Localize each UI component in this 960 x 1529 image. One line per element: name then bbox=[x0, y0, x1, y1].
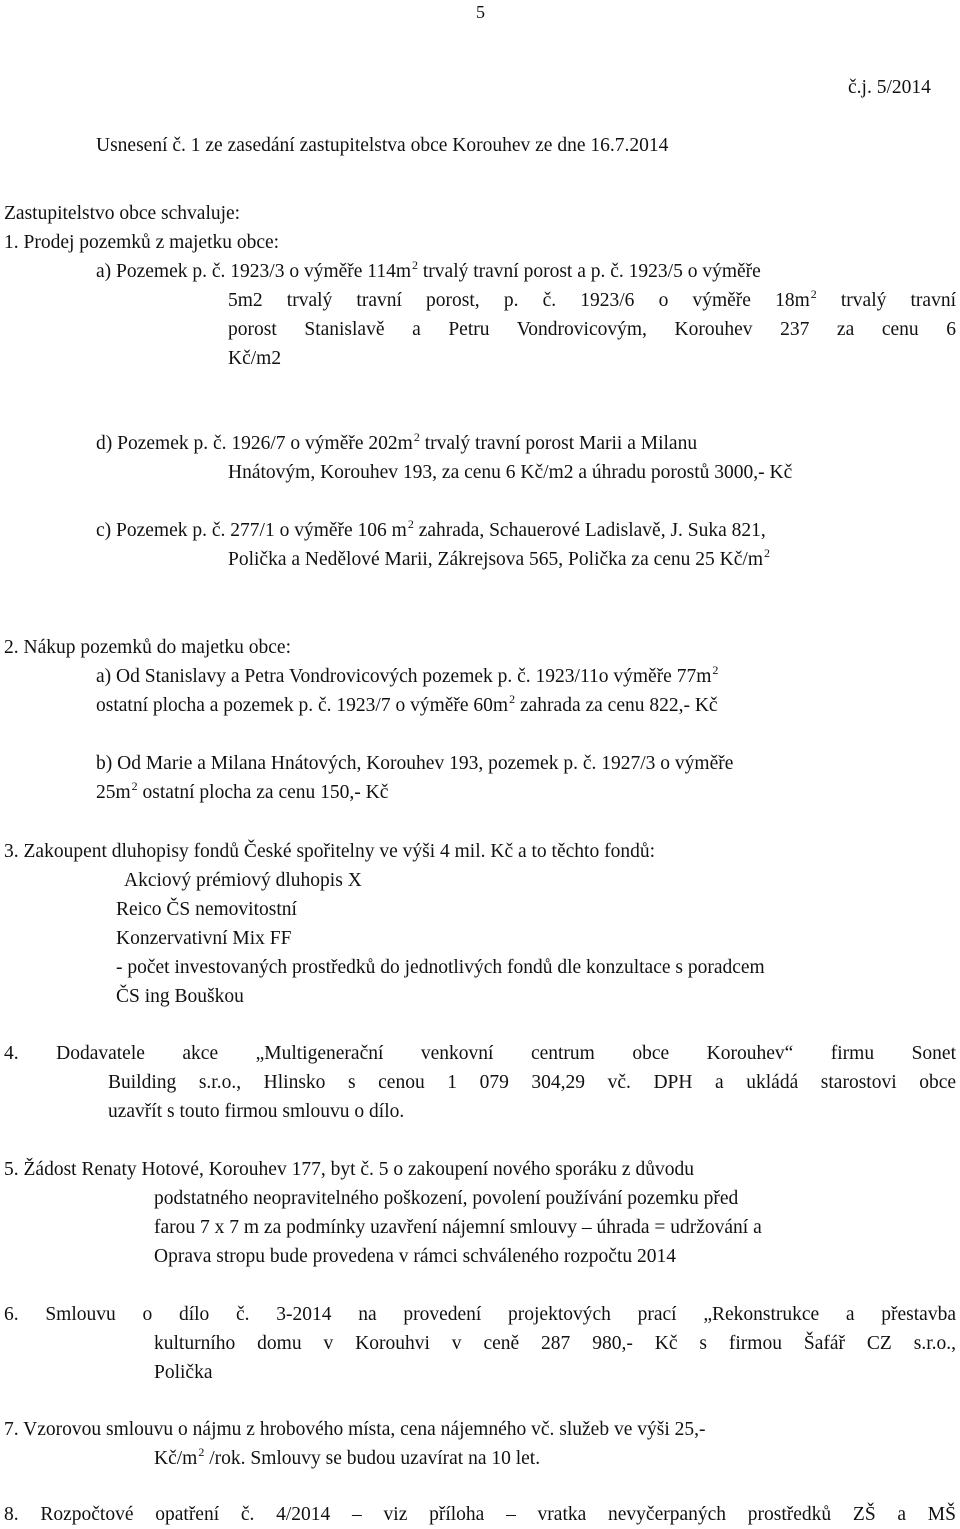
item1-a-line2-text2: trvalý travní bbox=[816, 290, 956, 311]
item4-line2: Building s.r.o., Hlinsko s cenou 1 079 304,29 vč. DPH a ukládá starostovi obce bbox=[108, 1072, 956, 1093]
item4-line3: uzavřít s touto firmou smlouvu o dílo. bbox=[108, 1101, 405, 1122]
superscript: 2 bbox=[413, 430, 420, 444]
item2-b-line2-text: 25m bbox=[96, 782, 131, 803]
item1-c-line1 bbox=[96, 517, 766, 541]
item1-d-line1-text: d) Pozemek p. č. 1926/7 o výměře 202m bbox=[96, 433, 413, 454]
item5-line4: Oprava stropu bude provedena v rámci schváleného rozpočtu 2014 bbox=[154, 1246, 676, 1267]
item2-b-line1: b) Od Marie a Milana Hnátových, Korouhev 193, pozemek p. č. 1927/3 o výměře bbox=[96, 753, 734, 774]
item2-a-line2 bbox=[96, 692, 718, 716]
item6-line1: 6. Smlouvu o dílo č. 3-2014 na provedení projektových prací „Rekonstrukce a přestavba bbox=[4, 1304, 956, 1325]
superscript: 2 bbox=[131, 779, 138, 793]
superscript: 2 bbox=[712, 663, 719, 677]
item6-line3: Polička bbox=[154, 1362, 213, 1383]
superscript: 2 bbox=[509, 692, 516, 706]
item3-note-line1: - počet investovaných prostředků do jednotlivých fondů dle konzultace s poradcem bbox=[116, 957, 765, 978]
superscript: 2 bbox=[810, 287, 817, 301]
item2-a-line2-text2: zahrada za cenu 822,- Kč bbox=[515, 695, 718, 716]
item1-a-line2 bbox=[228, 287, 956, 311]
superscript: 2 bbox=[407, 517, 414, 531]
item1-c-line1-text: c) Pozemek p. č. 277/1 o výměře 106 m bbox=[96, 520, 407, 541]
item7-line2-text2: /rok. Smlouvy se budou uzavírat na 10 let. bbox=[204, 1448, 541, 1469]
item1-a-line1 bbox=[96, 258, 761, 282]
item7-line1: 7. Vzorovou smlouvu o nájmu z hrobového místa, cena nájemného vč. služeb ve výši 25,- bbox=[4, 1419, 706, 1440]
item2-b-line2 bbox=[96, 779, 389, 803]
item1-d-line1-text2: trvalý travní porost Marii a Milanu bbox=[419, 433, 698, 454]
item3-fund1: Akciový prémiový dluhopis X bbox=[124, 870, 362, 891]
document-title: Usnesení č. 1 ze zasedání zastupitelstva obce Korouhev ze dne 16.7.2014 bbox=[96, 135, 669, 156]
item6-line2: kulturního domu v Korouhvi v ceně 287 980,- Kč s firmou Šafář CZ s.r.o., bbox=[154, 1333, 956, 1354]
item1-a-line1-text: a) Pozemek p. č. 1923/3 o výměře 114m bbox=[96, 261, 411, 282]
item5-line3: farou 7 x 7 m za podmínky uzavření nájemní smlouvy – úhrada = udržování a bbox=[154, 1217, 762, 1238]
item1-c-line2-text: Polička a Nedělové Marii, Zákrejsova 565, Polička za cenu 25 Kč/m bbox=[228, 549, 763, 570]
item4-line1: 4. Dodavatele akce „Multigenerační venkovní centrum obce Korouhev“ firmu Sonet bbox=[4, 1043, 956, 1064]
item3-fund2: Reico ČS nemovitostní bbox=[116, 899, 297, 920]
item5-line2: podstatného neopravitelného poškození, povolení používání pozemku před bbox=[154, 1188, 739, 1209]
item1-a-line1-text2: trvalý travní porost a p. č. 1923/5 o výměře bbox=[418, 261, 761, 282]
superscript: 2 bbox=[764, 546, 770, 560]
item3-heading: 3. Zakoupent dluhopisy fondů České spořitelny ve výši 4 mil. Kč a to těchto fondů: bbox=[4, 841, 655, 862]
item1-a-line2-text: 5m2 trvalý travní porost, p. č. 1923/6 o výměře 18m bbox=[228, 290, 810, 311]
item7-line2 bbox=[154, 1445, 541, 1469]
item8-line1: 8. Rozpočtové opatření č. 4/2014 – viz příloha – vratka nevyčerpaných prostředků ZŠ a MŠ bbox=[4, 1504, 956, 1525]
item1-d-line2: Hnátovým, Korouhev 193, za cenu 6 Kč/m2 a úhradu porostů 3000,- Kč bbox=[228, 462, 793, 483]
item1-d-line1 bbox=[96, 430, 698, 454]
item3-note-line2: ČS ing Bouškou bbox=[116, 986, 244, 1007]
item2-a-line1-text: a) Od Stanislavy a Petra Vondrovicových pozemek p. č. 1923/11o výměře 77m bbox=[96, 666, 712, 687]
item1-a-line3: porost Stanislavě a Petru Vondrovicovým, Korouhev 237 za cenu 6 bbox=[228, 319, 956, 340]
item2-a-line1 bbox=[96, 663, 719, 687]
reference-number: č.j. 5/2014 bbox=[848, 77, 931, 98]
superscript: 2 bbox=[198, 1445, 205, 1459]
item3-fund3: Konzervativní Mix FF bbox=[116, 928, 292, 949]
page-number: 5 bbox=[476, 2, 485, 22]
item1-c-line1-text2: zahrada, Schauerové Ladislavě, J. Suka 821, bbox=[413, 520, 766, 541]
item2-b-line2-text2: ostatní plocha za cenu 150,- Kč bbox=[137, 782, 389, 803]
item1-heading: 1. Prodej pozemků z majetku obce: bbox=[4, 232, 280, 253]
item2-heading: 2. Nákup pozemků do majetku obce: bbox=[4, 637, 292, 658]
item7-line2-text: Kč/m bbox=[154, 1448, 198, 1469]
approves-heading: Zastupitelstvo obce schvaluje: bbox=[4, 203, 241, 224]
superscript: 2 bbox=[412, 258, 418, 272]
item2-a-line2-text: ostatní plocha a pozemek p. č. 1923/7 o výměře 60m bbox=[96, 695, 509, 716]
item1-c-line2 bbox=[228, 546, 770, 570]
item1-a-line4: Kč/m2 bbox=[228, 348, 282, 369]
item5-line1: 5. Žádost Renaty Hotové, Korouhev 177, byt č. 5 o zakoupení nového sporáku z důvodu bbox=[4, 1159, 694, 1180]
